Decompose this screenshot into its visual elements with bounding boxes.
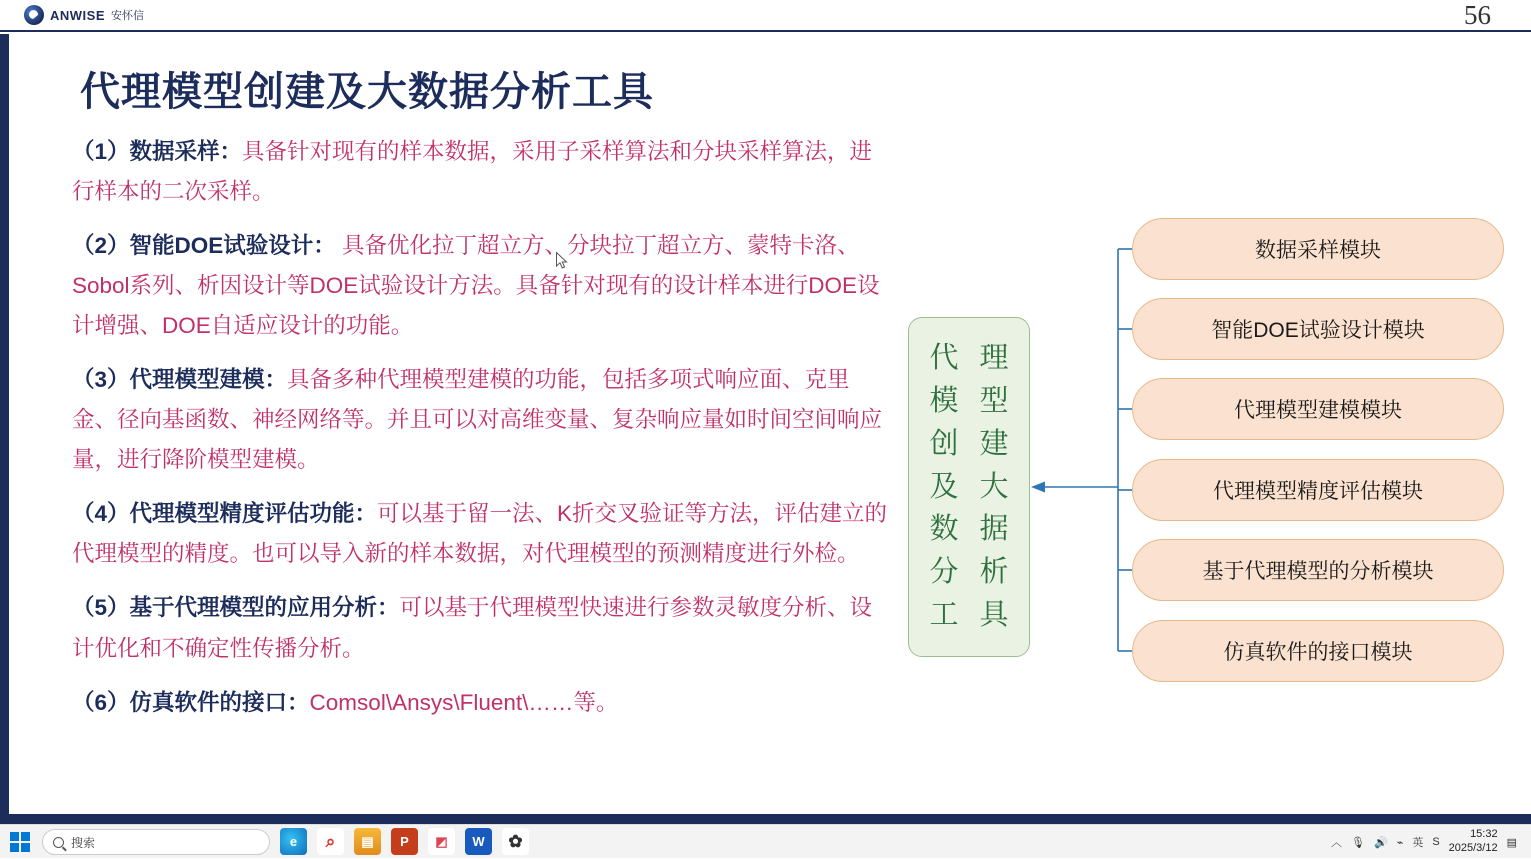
paragraph-1-sep: ： (219, 139, 243, 164)
clock-date: 2025/3/12 (1448, 842, 1498, 854)
paragraph-1-number: （1） (72, 139, 130, 164)
volume-icon[interactable]: 🔊 (1373, 836, 1388, 849)
paragraph-5-number: （5） (72, 595, 130, 621)
powerpoint-icon[interactable]: P (391, 828, 418, 855)
paragraph-5-body: 可以基于代理模型快速进行参数灵敏度分析、设计优化和不确定性传播分析。 (72, 595, 873, 661)
diagram-node-modeling: 代理模型建模模块 (1132, 378, 1504, 440)
diagram-node-doe: 智能DOE试验设计模块 (1132, 298, 1504, 360)
paragraph-4-number: （4） (72, 501, 130, 527)
paragraph-3-body: 具备多种代理模型建模的功能，包括多项式响应面、克里金、径向基函数、神经网络等。并且可以对高维变量、复杂响应量如时间空间响应量，进行降阶模型建模。 (72, 367, 883, 473)
paragraph-3-sep: ： (264, 367, 288, 393)
root-char-9: 据 (979, 513, 1009, 546)
search-icon (53, 837, 64, 848)
microphone-icon[interactable]: 🎙 (1351, 836, 1365, 849)
diagram-node-interface: 仿真软件的接口模块 (1132, 620, 1504, 682)
file-explorer-icon[interactable]: ▤ (354, 828, 381, 855)
architecture-diagram (900, 214, 1510, 714)
page-title: 代理模型创建及大数据分析工具 (80, 70, 654, 114)
paragraph-3 (72, 360, 892, 480)
clock-time: 15:32 (1470, 828, 1498, 841)
taskbar-apps (280, 828, 529, 855)
root-char-5: 建 (979, 427, 1009, 460)
ime-indicator[interactable]: 英 (1412, 837, 1424, 849)
root-char-10: 分 (929, 556, 959, 589)
start-button[interactable] (10, 832, 30, 852)
paragraph-4 (72, 494, 892, 574)
settings-icon[interactable]: ✿ (502, 828, 529, 855)
root-char-0: 代 (929, 341, 959, 374)
root-char-4: 创 (929, 427, 959, 460)
root-char-13: 具 (979, 599, 1009, 632)
paragraph-3-number: （3） (72, 367, 130, 393)
paragraph-4-lead: 代理模型精度评估功能 (129, 501, 355, 527)
paragraph-4-sep: ： (354, 501, 378, 527)
paragraph-6-lead: 仿真软件的接口 (129, 689, 288, 715)
diagram-node-sampling: 数据采样模块 (1132, 218, 1504, 280)
paragraph-1 (72, 132, 892, 212)
slide-left-accent-bar (0, 34, 9, 824)
network-icon[interactable]: ⌁ (1396, 836, 1404, 849)
app-header (0, 0, 1531, 32)
cloud-sync-icon[interactable]: S (1432, 836, 1440, 848)
page-number: 56 (1464, 0, 1491, 30)
mouse-cursor-icon (556, 252, 568, 270)
chart-app-icon[interactable]: ◩ (428, 828, 455, 855)
paragraph-1-lead: 数据采样 (129, 139, 220, 164)
paragraph-5-sep: ： (377, 595, 400, 621)
paragraph-2-number: （2） (72, 233, 130, 259)
paragraph-2-lead: 智能DOE试验设计 (129, 233, 314, 259)
root-char-7: 大 (979, 470, 1009, 503)
root-char-8: 数 (929, 513, 959, 546)
slide-bottom-accent-bar (0, 814, 1531, 824)
paragraph-1-body: 具备针对现有的样本数据，采用子采样算法和分块采样算法，进行样本的二次采样。 (72, 139, 873, 205)
diagram-root-label (908, 317, 1030, 657)
paragraph-2-body: 具备优化拉丁超立方、分块拉丁超立方、蒙特卡洛、Sobol系列、析因设计等DOE试验设计方法。具备针对现有的设计样本进行DOE设计增强、DOE自适应设计的功能。 (72, 233, 880, 339)
search-app-icon[interactable]: ⌕ (317, 828, 344, 855)
paragraph-6-number: （6） (72, 689, 130, 715)
diagram-node-analysis: 基于代理模型的分析模块 (1132, 539, 1504, 601)
paragraph-5 (72, 588, 892, 668)
brand-name: ANWISE (50, 7, 105, 23)
search-input[interactable] (42, 829, 270, 855)
system-tray (1331, 825, 1517, 859)
diagram-node-accuracy: 代理模型精度评估模块 (1132, 459, 1504, 521)
windows-taskbar (0, 824, 1531, 858)
slide-body (72, 132, 892, 737)
root-char-1: 理 (979, 341, 1009, 374)
chevron-up-icon[interactable]: ︿ (1331, 837, 1343, 849)
paragraph-3-lead: 代理模型建模 (129, 367, 265, 393)
paragraph-2 (72, 226, 892, 346)
root-char-2: 模 (929, 384, 959, 417)
root-char-3: 型 (979, 384, 1009, 417)
brand-logo (24, 5, 144, 25)
slide-canvas (0, 34, 1531, 824)
paragraph-6-body: Comsol\Ansys\Fluent\……等。 (309, 689, 619, 715)
root-char-11: 析 (979, 556, 1009, 589)
anwise-circle-logo-icon (24, 5, 44, 25)
root-char-6: 及 (929, 470, 959, 503)
root-char-12: 工 (929, 599, 959, 632)
paragraph-4-body: 可以基于留一法、K折交叉验证等方法，评估建立的代理模型的精度。也可以导入新的样本数据，对代理模型的预测精度进行外检。 (72, 501, 888, 567)
notification-icon[interactable]: ▤ (1506, 836, 1517, 849)
paragraph-6-sep: ： (287, 689, 310, 715)
brand-name-cn: 安怀信 (111, 10, 144, 22)
paragraph-5-lead: 基于代理模型的应用分析 (129, 595, 378, 621)
search-placeholder-text: 搜索 (71, 835, 96, 850)
paragraph-6 (72, 683, 892, 723)
word-icon[interactable]: W (465, 828, 492, 855)
paragraph-2-sep: ： (313, 233, 336, 259)
edge-icon[interactable]: e (280, 828, 307, 855)
clock[interactable] (1449, 828, 1498, 856)
